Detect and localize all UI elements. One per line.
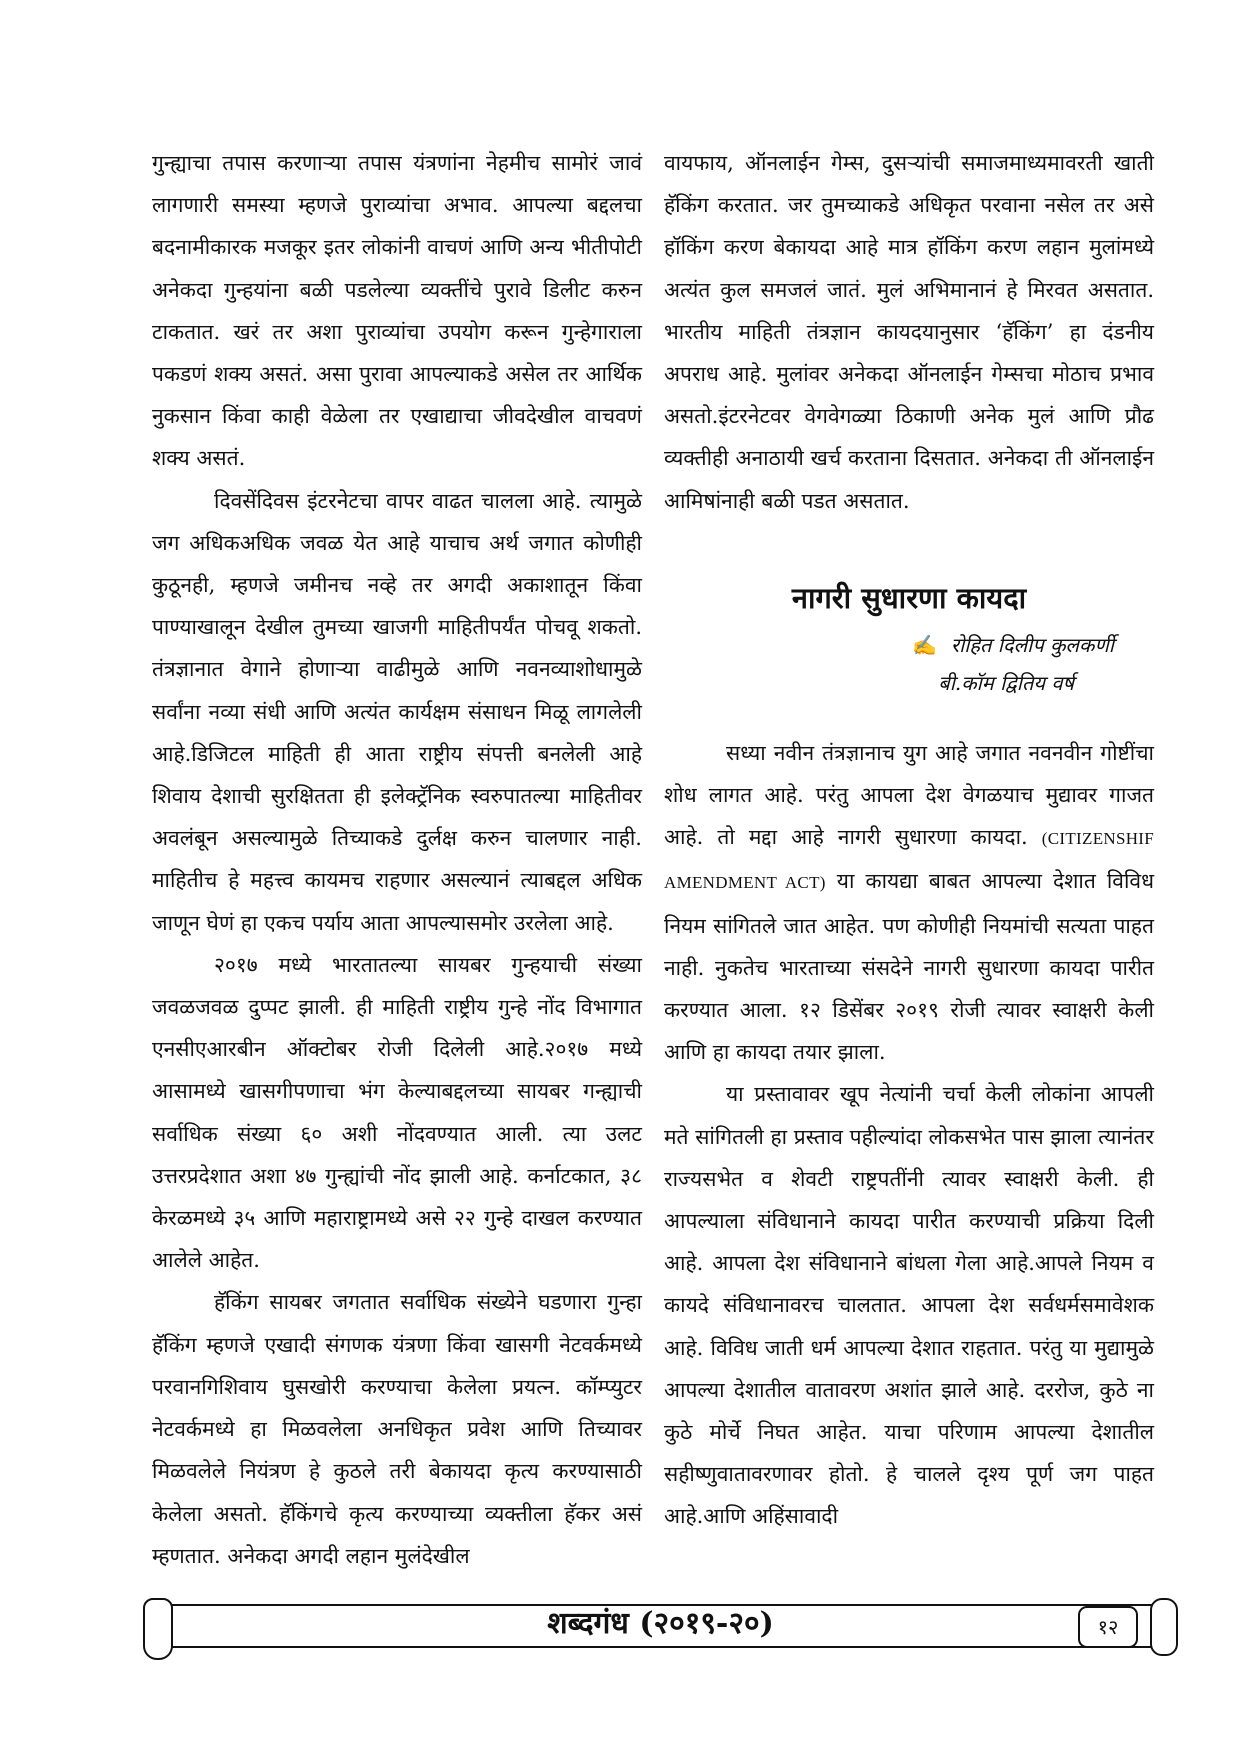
footer-banner: [143, 1598, 1178, 1654]
author-name: रोहित दिलीप कुलकर्णी: [950, 632, 1114, 657]
pen-icon: ✍: [911, 632, 937, 657]
banner-line-bottom: [169, 1646, 1160, 1648]
body-paragraph: गुन्ह्याचा तपास करणाऱ्या तपास यंत्रणांना नेहमीच सामोरं जावं लागणारी समस्या म्हणजे पुराव्यांचा अभाव. आपल्या बद्दलचा बदनामीकारक मजकूर इतर लोकांनी वाचणं आणि अन्य भीतीपोटी अनेकदा गुन्हयांना बळी पडलेल्या व्यक्तींचे पुरावे डिलीट करुन टाकतात. खरं तर अशा पुराव्यांचा उपयोग करून गुन्हेगाराला पकडणं शक्य असतं. असा पुरावा आपल्याकडे असेल तर आर्थिक नुकसान किंवा काही वेळेला तर एखाद्याचा जीवदेखील वाचवणं शक्य असतं.: [152, 151, 642, 471]
body-paragraph: वायफाय, ऑनलाईन गेम्स, दुसऱ्यांची समाजमाध्यमावरती खाती हॅकिंग करतात. जर तुमच्याकडे अधिकृत परवाना नसेल तर असे हॉकिंग करण बेकायदा आहे मात्र हॉकिंग करण लहान मुलांमध्ये अत्यंत कुल समजलं जातं. मुलं अभिमानानं हे मिरवत असतात. भारतीय माहिती तंत्रज्ञान कायदयानुसार ‘हॅकिंग’ हा दंडनीय अपराध आहे. मुलांवर अनेकदा ऑनलाईन गेम्सचा मोठाच प्रभाव असतो.इंटरनेटवर वेगवेगळ्या ठिकाणी अनेक मुलं आणि प्रौढ व्यक्तीही अनाठायी खर्च करताना दिसतात. अनेकदा ती ऑनलाईन आमिषांनाही बळी पडत असतात.: [664, 151, 1154, 513]
left-column: [152, 142, 642, 1577]
author-byline: [664, 626, 1154, 664]
body-paragraph: या प्रस्तावावर खूप नेत्यांनी चर्चा केली लोकांना आपली मते सांगितली हा प्रस्ताव पहील्यांदा लोकसभेत पास झाला त्यानंतर राज्यसभेत व शेवटी राष्ट्रपतींनी त्यावर स्वाक्षरी केली. ही आपल्याला संविधानाने कायदा पारीत करण्याची प्रक्रिया दिली आहे. आपला देश संविधानाने बांधला गेला आहे.आपले नियम व कायदे संविधानावरच चालतात. आपला देश सर्वधर्मसमावेशक आहे. विविध जाती धर्म आपल्या देशात राहतात. परंतु या मुद्यामुळे आपल्या देशातील वातावरण अशांत झाले आहे. दररोज, कुठे ना कुठे मोर्चे निघत आहेत. याचा परिणाम आपल्या देशातील सहीष्णुवातावरणावर होतो. हे चालले दृश्य पूर्ण जग पाहत आहे.आणि अहिंसावादी: [664, 1082, 1154, 1529]
page-number: १२: [1078, 1606, 1138, 1648]
body-paragraph: दिवसेंदिवस इंटरनेटचा वापर वाढत चालला आहे. त्यामुळे जग अधिकअधिक जवळ येत आहे याचाच अर्थ जगात कोणीही कुठूनही, म्हणजे जमीनच नव्हे तर अगदी अकाशातून किंवा पाण्याखालून देखील तुमच्या खाजगी माहितीपर्यंत पोचवू शकतो. तंत्रज्ञानात वेगाने होणाऱ्या वाढीमुळे आणि नवनव्याशोधामुळे सर्वांना नव्या संधी आणि अत्यंत कार्यक्षम संसाधन मिळू लागलेली आहे.डिजिटल माहिती ही आता राष्ट्रीय संपत्ती बनलेली आहे शिवाय देशाची सुरक्षितता ही इलेक्ट्रॅनिक स्वरुपातल्या माहितीवर अवलंबून असल्यामुळे तिच्याकडे दुर्लक्ष करुन चालणार नाही. माहितीच हे महत्त्व कायमच राहणार असल्यानं त्याबद्दल अधिक जाणून घेणं हा एकच पर्याय आता आपल्यासमोर उरलेला आहे.: [152, 488, 642, 935]
right-column: [664, 142, 1154, 1538]
magazine-title: शब्दगंध (२०१९-२०): [547, 1606, 774, 1641]
article-title: नागरी सुधारणा कायदा: [791, 580, 1027, 615]
paragraph-text: सध्या नवीन तंत्रज्ञानाच युग आहे जगात नवनवीन गोष्टींचा शोध लागत आहे. परंतु आपला देश वेगळयाच मुद्यावर गाजत आहे. तो मद्दा आहे नागरी सुधारणा कायदा.: [664, 740, 1154, 850]
author-class: बी.कॉम द्वितिय वर्ष: [938, 670, 1074, 695]
body-paragraph: २०१७ मध्ये भारतातल्या सायबर गुन्हयाची संख्या जवळजवळ दुप्पट झाली. ही माहिती राष्ट्रीय गुन्हे नोंद विभागात एनसीएआरबीन ऑक्टोबर रोजी दिलेली आहे.२०१७ मध्ये आसामध्ये खासगीपणाचा भंग केल्याबद्दलच्या सायबर गन्ह्याची सर्वाधिक संख्या ६० अशी नोंदवण्यात आली. त्या उलट उत्तरप्रदेशात अशा ४७ गुन्ह्यांची नोंद झाली आहे. कर्नाटकात, ३८ केरळमध्ये ३५ आणि महाराष्ट्रामध्ये असे २२ गुन्हे दाखल करण्यात आलेले आहेत.: [152, 952, 642, 1273]
body-paragraph: [664, 732, 1154, 1074]
body-paragraph: हॅकिंग सायबर जगतात सर्वाधिक संख्येने घडणारा गुन्हा हॅकिंग म्हणजे एखादी संगणक यंत्रणा किंवा खासगी नेटवर्कमध्ये परवानगिशिवाय घुसखोरी करण्याचा केलेला प्रयत्न. कॉम्प्युटर नेटवर्कमध्ये हा मिळवलेला अनधिकृत प्रवेश आणि तिच्यावर मिळवलेले नियंत्रण हे कुठले तरी बेकायदा कृत्य करण्यासाठी केलेला असतो. हॅकिंगचे कृत्य करण्याच्या व्यक्तीला हॅकर असं म्हणतात. अनेकदा अगदी लहान मुलंदेखील: [152, 1290, 642, 1568]
english-term: (CITIZENSHIF AMENDMENT ACT): [664, 829, 1154, 893]
paragraph-text: या कायद्या बाबत आपल्या देशात विविध नियम सांगितले जात आहेत. पण कोणीही नियमांची सत्यता पाहत नाही. नुकतेच भारताच्या संसदेने नागरी सुधारणा कायदा पारीत करण्यात आला. १२ डिसेंबर २०१९ रोजी त्यावर स्वाक्षरी केली आणि हा कायदा तयार झाला.: [664, 869, 1154, 1065]
